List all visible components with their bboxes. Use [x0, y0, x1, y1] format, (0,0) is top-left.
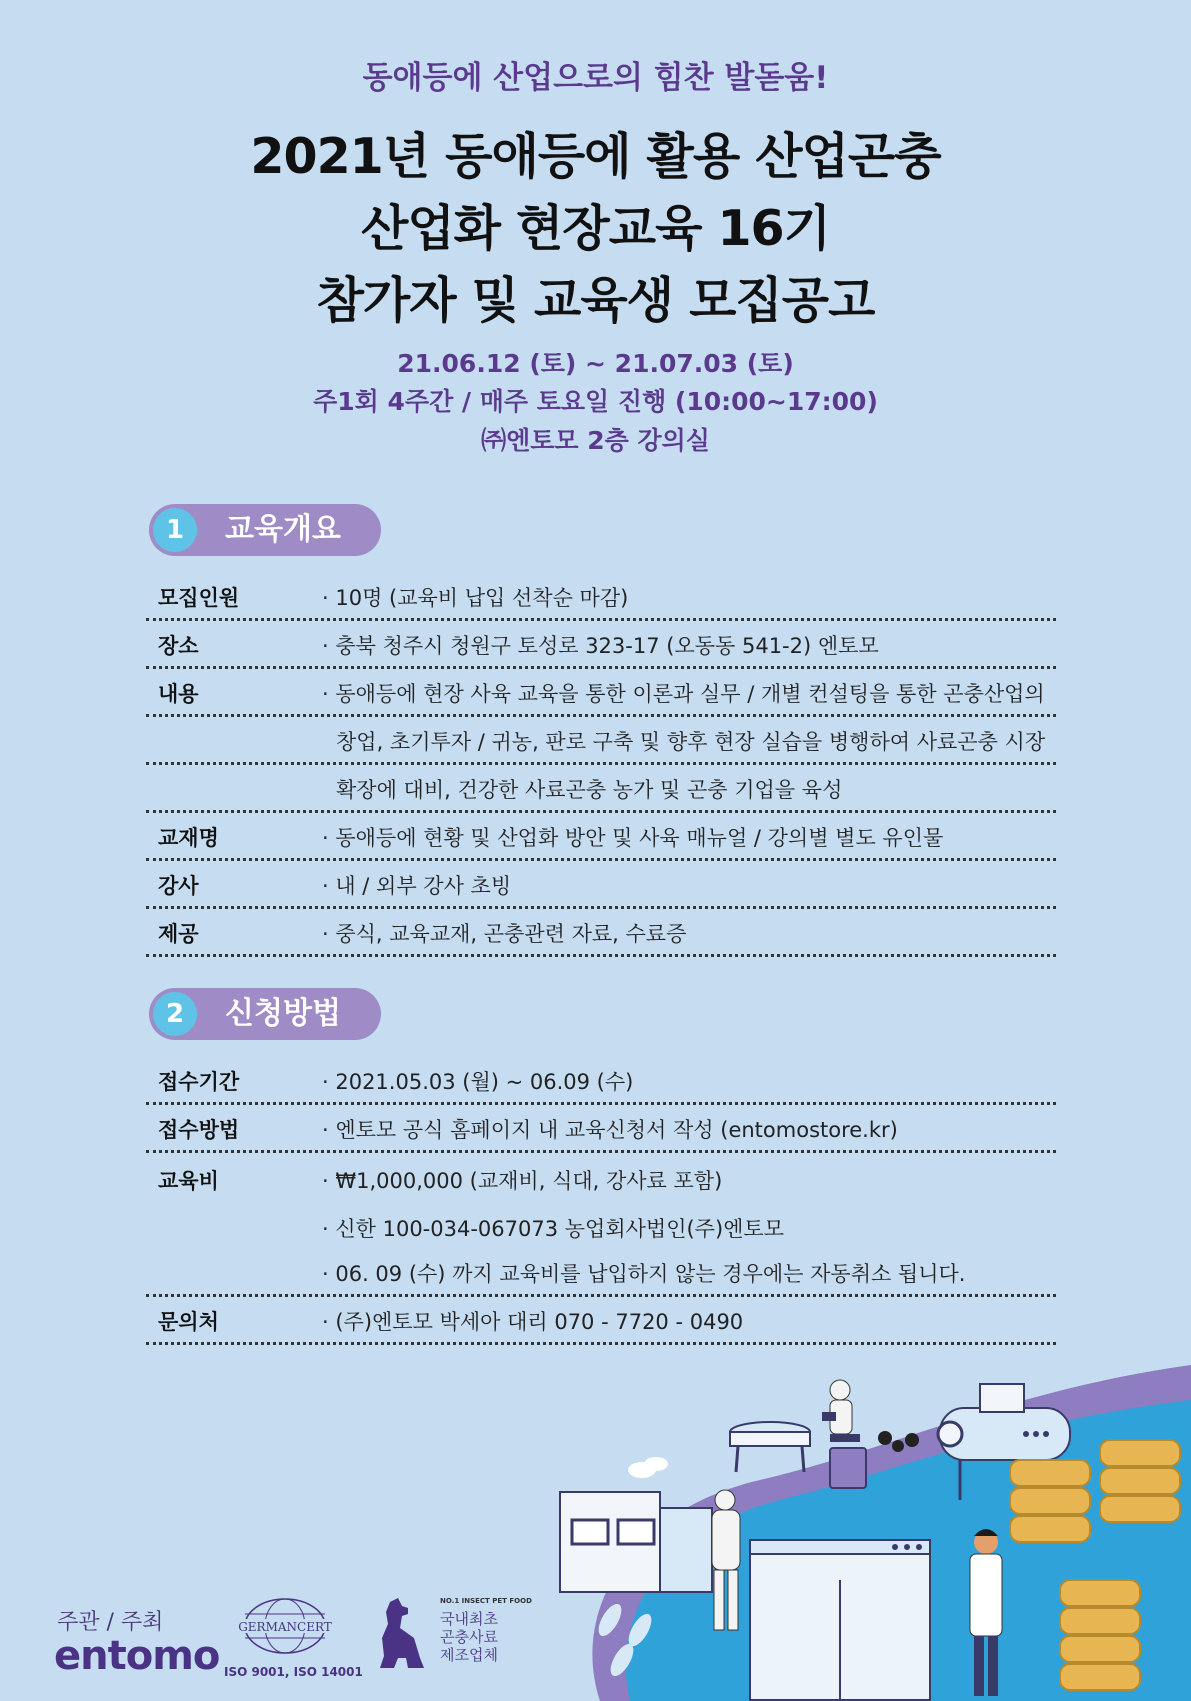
row-label: 강사	[158, 874, 199, 898]
event-dates: 21.06.12 (토) ~ 21.07.03 (토)	[397, 349, 794, 378]
section-title: 신청방법	[225, 996, 341, 1031]
section-header-overview	[149, 504, 381, 556]
row-value: · (주)엔토모 박세아 대리 070 - 7720 - 0490	[322, 1310, 744, 1334]
row-value: · 내 / 외부 강사 초빙	[322, 874, 512, 898]
factory-illustration	[540, 1360, 1191, 1701]
row-label: 접수방법	[158, 1118, 240, 1142]
table-row	[146, 1057, 1056, 1105]
table-row	[146, 669, 1056, 717]
row-value: · 중식, 교육교재, 곤충관련 자료, 수료증	[322, 922, 687, 946]
korean-first-label: 국내최초 곤충사료 제조업체	[440, 1610, 498, 1664]
row-label: 내용	[158, 682, 199, 706]
section-title: 교육개요	[225, 512, 341, 547]
row-value: · ₩1,000,000 (교재비, 식대, 강사료 포함)	[322, 1169, 723, 1193]
table-row	[146, 1249, 1056, 1297]
host-label: 주관 / 주최	[57, 1610, 164, 1635]
table-row	[146, 861, 1056, 909]
table-row	[146, 1201, 1056, 1249]
table-row	[146, 813, 1056, 861]
row-value: 창업, 초기투자 / 귀농, 판로 구축 및 향후 현장 실습을 병행하여 사료곤충 시장	[336, 730, 1046, 754]
table-row	[146, 573, 1056, 621]
table-row	[146, 621, 1056, 669]
row-label: 모집인원	[158, 586, 240, 610]
iso-label: ISO 9001, ISO 14001	[224, 1665, 363, 1679]
section-number: 2	[153, 992, 197, 1036]
table-row	[146, 1105, 1056, 1153]
table-row	[146, 909, 1056, 957]
row-label: 교육비	[158, 1169, 219, 1193]
row-label: 장소	[158, 634, 199, 658]
germancert-text: GERMANCERT	[238, 1620, 332, 1634]
entomo-logo: entomo	[54, 1633, 220, 1679]
row-value: 확장에 대비, 건강한 사료곤충 농가 및 곤충 기업을 육성	[336, 778, 843, 802]
row-value: · 동애등에 현황 및 산업화 방안 및 사육 매뉴얼 / 강의별 별도 유인물	[322, 826, 944, 850]
row-value: · 충북 청주시 청원구 토성로 323-17 (오동동 541-2) 엔토모	[322, 634, 879, 658]
row-value: · 동애등에 현장 사육 교육을 통한 이론과 실무 / 개별 컨설팅을 통한 곤충산업의	[322, 682, 1045, 706]
germancert-logo	[228, 1596, 342, 1656]
table-row	[146, 717, 1056, 765]
page-title-line1: 2021년 동애등에 활용 산업곤충	[250, 128, 941, 185]
subtitle: 동애등에 산업으로의 힘찬 발돋움!	[362, 60, 829, 96]
row-value: · 엔토모 공식 홈페이지 내 교육신청서 작성 (entomostore.kr)	[322, 1118, 898, 1142]
table-row	[146, 1297, 1056, 1345]
page-title-line2: 산업화 현장교육 16기	[361, 200, 830, 257]
event-schedule: 주1회 4주간 / 매주 토요일 진행 (10:00~17:00)	[313, 387, 878, 416]
dog-icon	[368, 1598, 428, 1670]
row-label: 접수기간	[158, 1070, 240, 1094]
row-value: · 2021.05.03 (월) ~ 06.09 (수)	[322, 1070, 634, 1094]
table-row	[146, 765, 1056, 813]
row-value: · 신한 100-034-067073 농업회사법인(주)엔토모	[322, 1217, 785, 1241]
row-value: · 06. 09 (수) 까지 교육비를 납입하지 않는 경우에는 자동취소 됩니다.	[322, 1262, 966, 1286]
section-header-application	[149, 988, 381, 1040]
event-venue: ㈜엔토모 2층 강의실	[481, 426, 710, 455]
row-label: 제공	[158, 922, 199, 946]
page-title-line3: 참가자 및 교육생 모집공고	[316, 272, 875, 329]
row-label: 문의처	[158, 1310, 219, 1334]
petfood-label: NO.1 INSECT PET FOOD	[440, 1597, 532, 1605]
table-row	[146, 1153, 1056, 1201]
section-number: 1	[153, 508, 197, 552]
row-value: · 10명 (교육비 납입 선착순 마감)	[322, 586, 629, 610]
row-label: 교재명	[158, 826, 219, 850]
